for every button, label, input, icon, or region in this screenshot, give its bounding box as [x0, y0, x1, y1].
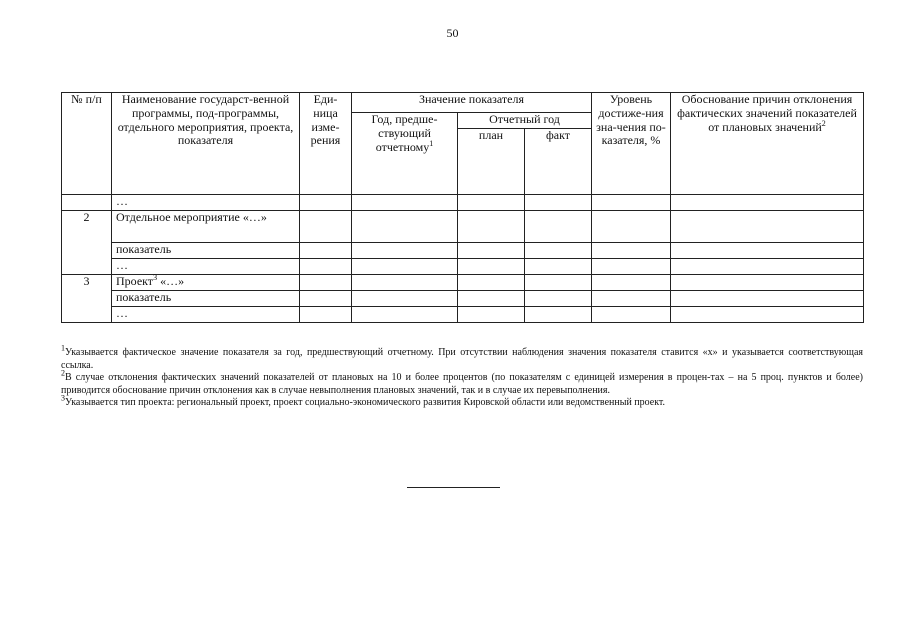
footnote-ref-2: 2 — [821, 118, 826, 128]
table-row — [62, 195, 864, 211]
row-name: … — [112, 195, 300, 211]
footnote-mark: 2 — [61, 368, 65, 378]
header-prev-year-text: Год, предше-ствующий отчетному — [371, 112, 438, 154]
row-name: показатель — [112, 243, 300, 259]
footnote-mark: 1 — [61, 343, 65, 353]
header-fact: факт — [525, 129, 592, 195]
footnote-2 — [61, 368, 863, 397]
table-row — [62, 307, 864, 323]
header-achievement: Уровень достиже-ния зна-чения по-казателя, % — [592, 93, 671, 195]
footnote-ref-1: 1 — [429, 138, 434, 148]
footnote-text: Указывается фактическое значение показателя за год, предшествующий отчетному. При отсутствии наблюдения значения показателя ставится «х» и указывается соответствующая ссылка. — [61, 347, 863, 371]
header-value-group: Значение показателя — [352, 93, 592, 113]
table-row — [62, 243, 864, 259]
row-name: показатель — [112, 291, 300, 307]
table-row — [62, 259, 864, 275]
footnote-mark: 3 — [61, 393, 65, 403]
footnote-3 — [61, 393, 863, 410]
footnote-text: Указывается тип проекта: региональный проект, проект социально-экономического развития Кировской области или ведомственный проект. — [65, 397, 666, 408]
footnote-ref-3: 3 — [153, 273, 158, 282]
row-number: 2 — [62, 211, 112, 275]
row-name-prefix: Проект — [116, 274, 154, 288]
footnote-text: В случае отклонения фактических значений показателей от плановых на 10 и более процентов (по показателям с единицей измерения в процен-тах – на 5 проц. пунктов и более) приводится обоснование причин отклонения как в случае невыполнения плановых значений, так и в случае их перевыполнения. — [61, 372, 863, 396]
header-unit: Еди-ница изме-рения — [300, 93, 352, 195]
row-name: … — [112, 259, 300, 275]
header-justification-text: Обоснование причин отклонения фактических значений показателей от плановых значений — [677, 92, 857, 134]
header-prev-year — [352, 113, 458, 195]
header-plan: план — [458, 129, 525, 195]
header-number: № п/п — [62, 93, 112, 195]
header-report-year: Отчетный год — [458, 113, 592, 129]
table-row — [62, 291, 864, 307]
indicator-report-table — [61, 92, 864, 323]
header-justification — [671, 93, 864, 195]
table-row — [62, 211, 864, 243]
row-number: 3 — [62, 275, 112, 323]
footnotes — [61, 343, 863, 410]
row-name-suffix: «…» — [157, 274, 185, 288]
table-row — [62, 275, 864, 291]
row-name — [112, 275, 300, 291]
row-name: Отдельное мероприятие «…» — [112, 211, 300, 243]
header-name: Наименование государст-венной программы, под-программы, отдельного мероприятия, проекта, показателя — [112, 93, 300, 195]
page-number: 50 — [446, 26, 459, 40]
footnote-1 — [61, 343, 863, 372]
row-name: … — [112, 307, 300, 323]
end-separator-line — [407, 487, 500, 488]
